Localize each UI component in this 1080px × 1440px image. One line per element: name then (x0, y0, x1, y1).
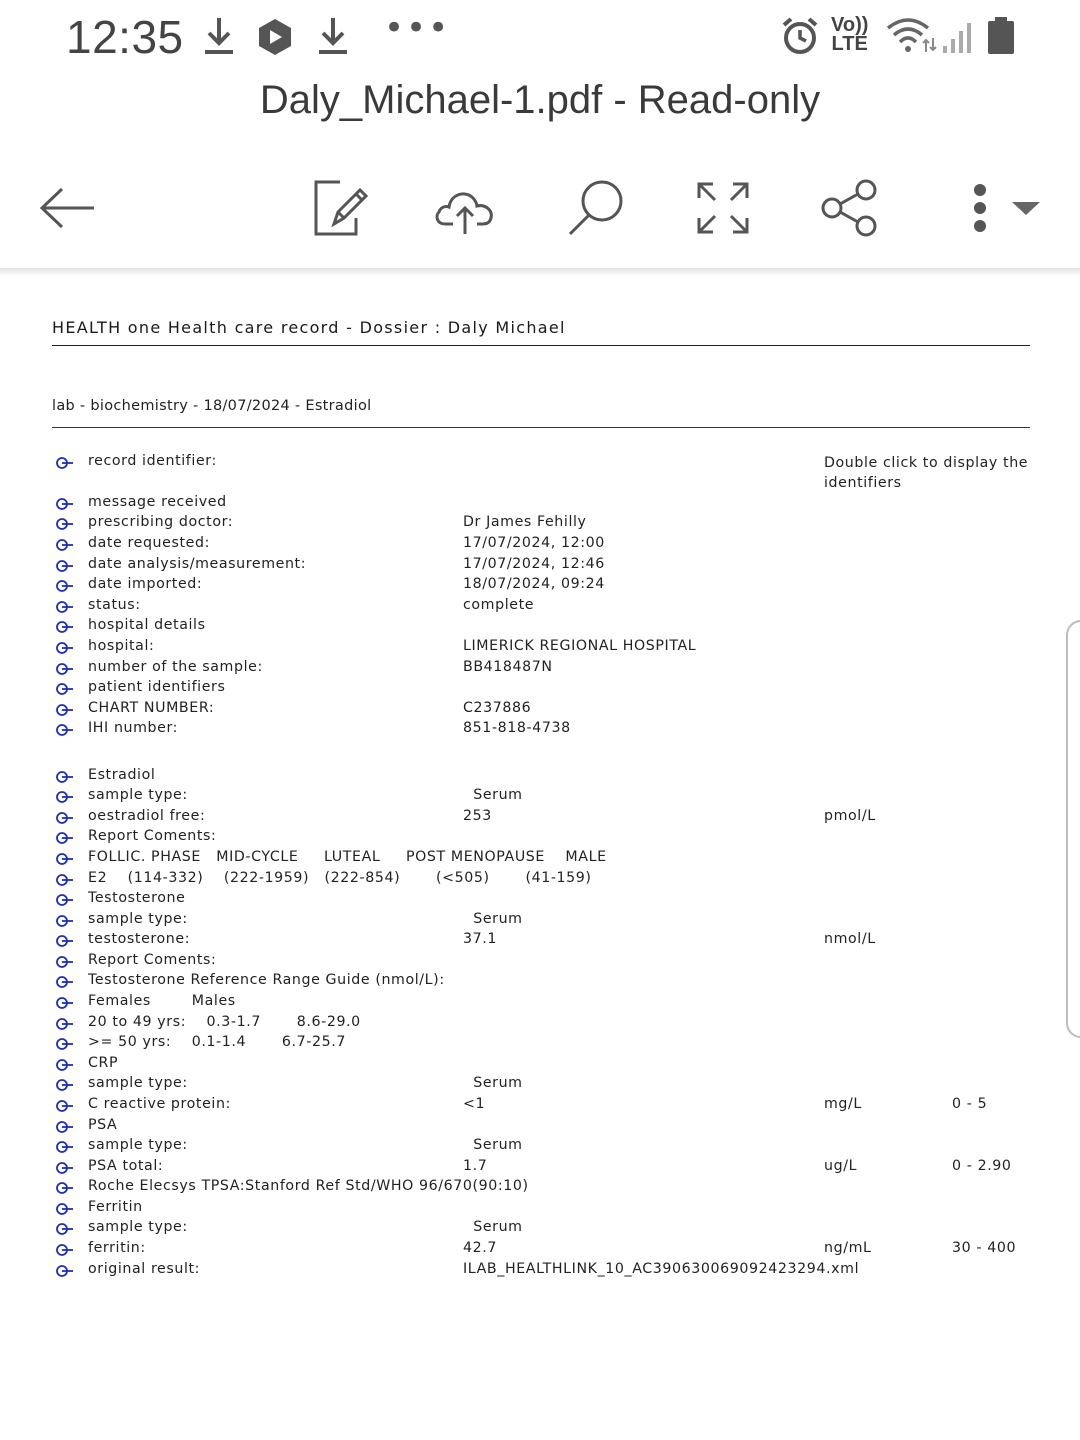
bullet-arrow-icon (56, 1202, 74, 1216)
bullet-arrow-icon (56, 934, 74, 948)
bullet-arrow-icon (56, 811, 74, 825)
row-value: 1.7 (463, 1158, 488, 1174)
record-row[interactable] (52, 931, 1030, 951)
row-label: sample type: (88, 1219, 188, 1235)
share-icon (820, 178, 880, 238)
row-label: Testosterone (88, 890, 186, 906)
row-value: Serum (463, 787, 523, 803)
record-row[interactable] (52, 1158, 1030, 1178)
signal-icon (942, 20, 976, 54)
row-value: complete (463, 597, 535, 613)
row-label: Females Males (88, 993, 236, 1009)
bullet-arrow-icon (56, 914, 74, 928)
status-time: 12:35 (66, 11, 184, 63)
bullet-arrow-icon (56, 831, 74, 845)
row-label: IHI number: (88, 720, 179, 736)
record-subheader: lab - biochemistry - 18/07/2024 - Estradiol (52, 398, 372, 414)
row-label: oestradiol free: (88, 808, 206, 824)
more-notifications-icon: ••• (384, 8, 451, 48)
bullet-arrow-icon (56, 497, 74, 511)
row-label: CHART NUMBER: (88, 700, 215, 716)
dropdown-button[interactable] (988, 168, 1064, 248)
record-row[interactable] (52, 767, 1030, 787)
row-label: date imported: (88, 576, 203, 592)
row-value: Serum (463, 1075, 523, 1091)
record-row[interactable] (52, 700, 1030, 720)
record-row[interactable] (52, 1055, 1030, 1075)
row-unit: ng/mL (824, 1240, 872, 1256)
row-unit: pmol/L (824, 808, 876, 824)
row-label: patient identifiers (88, 679, 226, 695)
row-unit: ug/L (824, 1158, 858, 1174)
row-label: original result: (88, 1261, 201, 1277)
row-label: E2 (114-332) (222-1959) (222-854) (<505) (41-159) (88, 870, 592, 886)
row-label: PSA total: (88, 1158, 164, 1174)
record-row[interactable] (52, 1075, 1030, 1095)
fullscreen-icon (695, 180, 751, 236)
row-value: 17/07/2024, 12:00 (463, 535, 605, 551)
battery-icon (986, 16, 1016, 56)
bullet-arrow-icon (56, 723, 74, 737)
bullet-arrow-icon (56, 579, 74, 593)
bullet-arrow-icon (56, 955, 74, 969)
row-value: ILAB_HEALTHLINK_10_AC390630069092423294.xml (463, 1261, 860, 1277)
row-label: Estradiol (88, 767, 156, 783)
row-label: prescribing doctor: (88, 514, 234, 530)
alarm-icon (780, 16, 820, 56)
bullet-arrow-icon (56, 1264, 74, 1278)
status-bar (0, 0, 1080, 74)
bullet-arrow-icon (56, 600, 74, 614)
record-row[interactable] (52, 828, 1030, 848)
volte-icon: Vo)) LTE (831, 14, 869, 55)
record-row[interactable] (52, 576, 1030, 596)
bullet-arrow-icon (56, 1120, 74, 1134)
row-label: CRP (88, 1055, 119, 1071)
bullet-arrow-icon (56, 1017, 74, 1031)
record-row[interactable] (52, 720, 1030, 740)
row-label: Ferritin (88, 1199, 143, 1215)
row-reference-range: 0 - 2.90 (952, 1158, 1012, 1174)
bullet-arrow-icon (56, 852, 74, 866)
row-label: Testosterone Reference Range Guide (nmol/L): (88, 972, 445, 988)
row-label: Report Coments: (88, 952, 217, 968)
record-row[interactable] (52, 638, 1030, 658)
row-label: testosterone: (88, 931, 191, 947)
dropdown-arrow-icon (1011, 200, 1041, 216)
bullet-arrow-icon (56, 1078, 74, 1092)
row-value: 17/07/2024, 12:46 (463, 556, 605, 572)
row-label: Report Coments: (88, 828, 217, 844)
record-row[interactable] (52, 849, 1030, 869)
record-row[interactable] (52, 787, 1030, 807)
bullet-arrow-icon (56, 662, 74, 676)
record-row[interactable] (52, 679, 1030, 699)
row-label: sample type: (88, 911, 188, 927)
row-label: PSA (88, 1117, 118, 1133)
record-row[interactable] (52, 1240, 1030, 1260)
toolbar (0, 150, 1080, 270)
bullet-arrow-icon (56, 1037, 74, 1051)
bullet-arrow-icon (56, 893, 74, 907)
record-row[interactable] (52, 514, 1030, 534)
record-row[interactable] (52, 556, 1030, 576)
share-button[interactable] (810, 168, 890, 248)
record-header: HEALTH one Health care record - Dossier : Daly Michael (52, 318, 1030, 346)
bullet-arrow-icon (56, 1058, 74, 1072)
upload-button[interactable] (425, 168, 505, 248)
record-row[interactable] (52, 659, 1030, 679)
bullet-arrow-icon (56, 1243, 74, 1257)
more-vertical-icon (970, 178, 990, 238)
row-label: hospital details (88, 617, 206, 633)
pdf-page[interactable] (52, 318, 1030, 1277)
row-value: <1 (463, 1096, 486, 1112)
row-value: 18/07/2024, 09:24 (463, 576, 605, 592)
row-label: status: (88, 597, 141, 613)
record-row[interactable] (52, 617, 1030, 637)
row-label: date analysis/measurement: (88, 556, 307, 572)
bullet-arrow-icon (56, 1161, 74, 1175)
bullet-arrow-icon (56, 996, 74, 1010)
row-unit: nmol/L (824, 931, 876, 947)
record-row[interactable] (52, 1137, 1030, 1157)
bullet-arrow-icon (56, 790, 74, 804)
record-row[interactable] (52, 494, 1030, 514)
record-row[interactable] (52, 972, 1030, 992)
bullet-arrow-icon (56, 1181, 74, 1195)
row-reference-range: 30 - 400 (952, 1240, 1017, 1256)
record-row[interactable] (52, 808, 1030, 828)
row-label: sample type: (88, 1075, 188, 1091)
row-value: 42.7 (463, 1240, 497, 1256)
bullet-arrow-icon (56, 1140, 74, 1154)
row-label: C reactive protein: (88, 1096, 231, 1112)
row-label: 20 to 49 yrs: 0.3-1.7 8.6-29.0 (88, 1014, 361, 1030)
row-value: LIMERICK REGIONAL HOSPITAL (463, 638, 697, 654)
row-label: message received (88, 494, 227, 510)
record-row[interactable] (52, 870, 1030, 890)
record-row[interactable] (52, 1096, 1030, 1116)
wifi-icon (886, 18, 938, 54)
bullet-arrow-icon (56, 456, 74, 470)
bullet-arrow-icon (56, 620, 74, 634)
record-row[interactable] (52, 911, 1030, 931)
bullet-arrow-icon (56, 975, 74, 989)
app-icon (256, 18, 294, 56)
edit-icon (310, 178, 370, 238)
bullet-arrow-icon (56, 873, 74, 887)
document-title: Daly_Michael-1.pdf - Read-only (259, 78, 821, 122)
row-unit: mg/L (824, 1096, 862, 1112)
row-label: sample type: (88, 787, 188, 803)
search-icon (566, 178, 626, 238)
cloud-upload-icon (433, 180, 497, 236)
download-icon (316, 16, 350, 56)
back-button[interactable] (28, 168, 108, 248)
record-row[interactable] (52, 952, 1030, 972)
row-label: sample type: (88, 1137, 188, 1153)
row-value: Dr James Fehilly (463, 514, 587, 530)
bullet-arrow-icon (56, 682, 74, 696)
record-row[interactable] (52, 1117, 1030, 1137)
fullscreen-button[interactable] (683, 168, 763, 248)
edit-button[interactable] (300, 168, 380, 248)
record-row[interactable] (52, 993, 1030, 1013)
row-note[interactable]: Double click to display the identifiers (824, 455, 1029, 491)
record-row[interactable] (52, 1178, 1030, 1198)
record-row[interactable] (52, 453, 1030, 491)
record-row[interactable] (52, 1199, 1030, 1219)
bullet-arrow-icon (56, 770, 74, 784)
record-row[interactable] (52, 1261, 1030, 1281)
bullet-arrow-icon (56, 703, 74, 717)
row-value: 851-818-4738 (463, 720, 571, 736)
bullet-arrow-icon (56, 538, 74, 552)
record-row[interactable] (52, 1034, 1030, 1054)
row-reference-range: 0 - 5 (952, 1096, 988, 1112)
toolbar-shadow (0, 268, 1080, 276)
row-label: record identifier: (88, 453, 217, 469)
record-row[interactable] (52, 597, 1030, 617)
row-label: number of the sample: (88, 659, 263, 675)
row-value: 37.1 (463, 931, 497, 947)
row-value: BB418487N (463, 659, 553, 675)
row-label: date requested: (88, 535, 210, 551)
record-row[interactable] (52, 1014, 1030, 1034)
row-value: 253 (463, 808, 492, 824)
row-label: ferritin: (88, 1240, 146, 1256)
divider (52, 427, 1030, 428)
scroll-handle[interactable] (1066, 620, 1080, 1038)
bullet-arrow-icon (56, 1222, 74, 1236)
row-label: Roche Elecsys TPSA:Stanford Ref Std/WHO 96/670(90:10) (88, 1178, 529, 1194)
record-row[interactable] (52, 1219, 1030, 1239)
row-label: >= 50 yrs: 0.1-1.4 6.7-25.7 (88, 1034, 346, 1050)
bullet-arrow-icon (56, 1099, 74, 1113)
row-value: Serum (463, 1137, 523, 1153)
row-value: C237886 (463, 700, 532, 716)
row-label: FOLLIC. PHASE MID-CYCLE LUTEAL POST MENOPAUSE MALE (88, 849, 607, 865)
record-row[interactable] (52, 890, 1030, 910)
search-button[interactable] (556, 168, 636, 248)
bullet-arrow-icon (56, 517, 74, 531)
record-row[interactable] (52, 535, 1030, 555)
download-icon (202, 16, 236, 56)
bullet-arrow-icon (56, 641, 74, 655)
row-value: Serum (463, 1219, 523, 1235)
row-label: hospital: (88, 638, 155, 654)
row-value: Serum (463, 911, 523, 927)
bullet-arrow-icon (56, 559, 74, 573)
back-arrow-icon (38, 186, 98, 230)
